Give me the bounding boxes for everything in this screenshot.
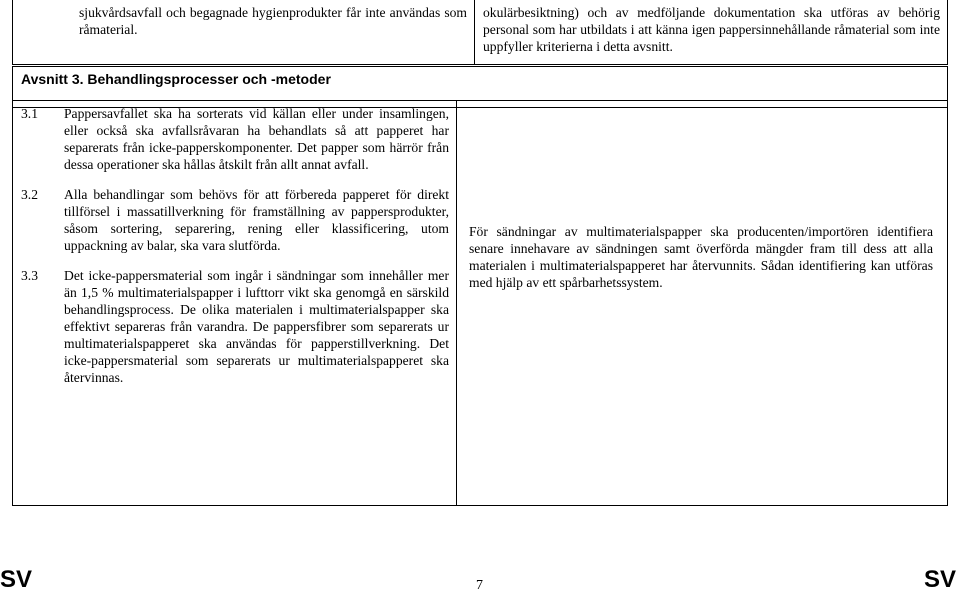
section-heading: Avsnitt 3. Behandlingsprocesser och -metoder (21, 71, 331, 87)
clause-3-1 (21, 105, 449, 173)
right-column-cell (457, 101, 948, 506)
top-left-cell (13, 0, 475, 65)
clause-text: Alla behandlingar som behövs för att förbereda papperet för direkt tillförsel i massatillverkning för framställning av pappersprodukter, såsom sortering, separering, rening eller klassificering, utom uppackning av balar, ska vara slutförda. (64, 187, 449, 253)
top-right-cell (475, 0, 948, 65)
clause-number: 3.1 (21, 106, 38, 121)
clause-3-3 (21, 267, 449, 386)
section-body-table (12, 100, 948, 506)
right-column-text: För sändningar av multimaterialspapper ska producenten/importören identifiera senare innehavare av sändningen samt överförda mängder fram till dess att alla materialen i multimaterialspapperet har återvunnits. Sådan identifiering kan utföras med hjälp av ett spårbarhetssystem. (469, 224, 933, 290)
clause-number: 3.2 (21, 187, 38, 202)
footer-language-right: SV (923, 566, 956, 593)
clause-text: Pappersavfallet ska ha sorterats vid källan eller under insamlingen, eller också ska avfallsråvaran ha behandlats så att papperet har separerats från icke-papperskomponenter. Det papper som härrör från dessa operationer ska hållas åtskilt från allt annat avfall. (64, 106, 449, 172)
top-row-table (12, 0, 948, 65)
clauses-cell (13, 101, 457, 506)
clause-text: Det icke-pappersmaterial som ingår i sändningar som innehåller mer än 1,5 % multimaterialspapper i lufttorr vikt ska genomgå en särskild behandlingsprocess. De olika materialen i multimaterialspapper ska effektivt separeras från varandra. De pappersfibrer som separerats ur multimaterialspapperet ska användas för papperstillverkning. Det icke-pappersmaterial som separerats ur multimaterialspapperet ska återvinnas. (64, 268, 449, 385)
top-right-text: okulärbesiktning) och av medföljande dokumentation ska utföras av behörig personal som har utbildats i att känna igen pappersinnehållande råmaterial som inte uppfyller kriterierna i detta avsnitt. (483, 5, 940, 54)
page-number: 7 (476, 578, 483, 593)
clause-3-2 (21, 186, 449, 254)
clause-number: 3.3 (21, 268, 38, 283)
top-left-text: sjukvårdsavfall och begagnade hygienprodukter får inte användas som råmaterial. (79, 5, 467, 37)
footer-language-left: SV (0, 566, 33, 593)
